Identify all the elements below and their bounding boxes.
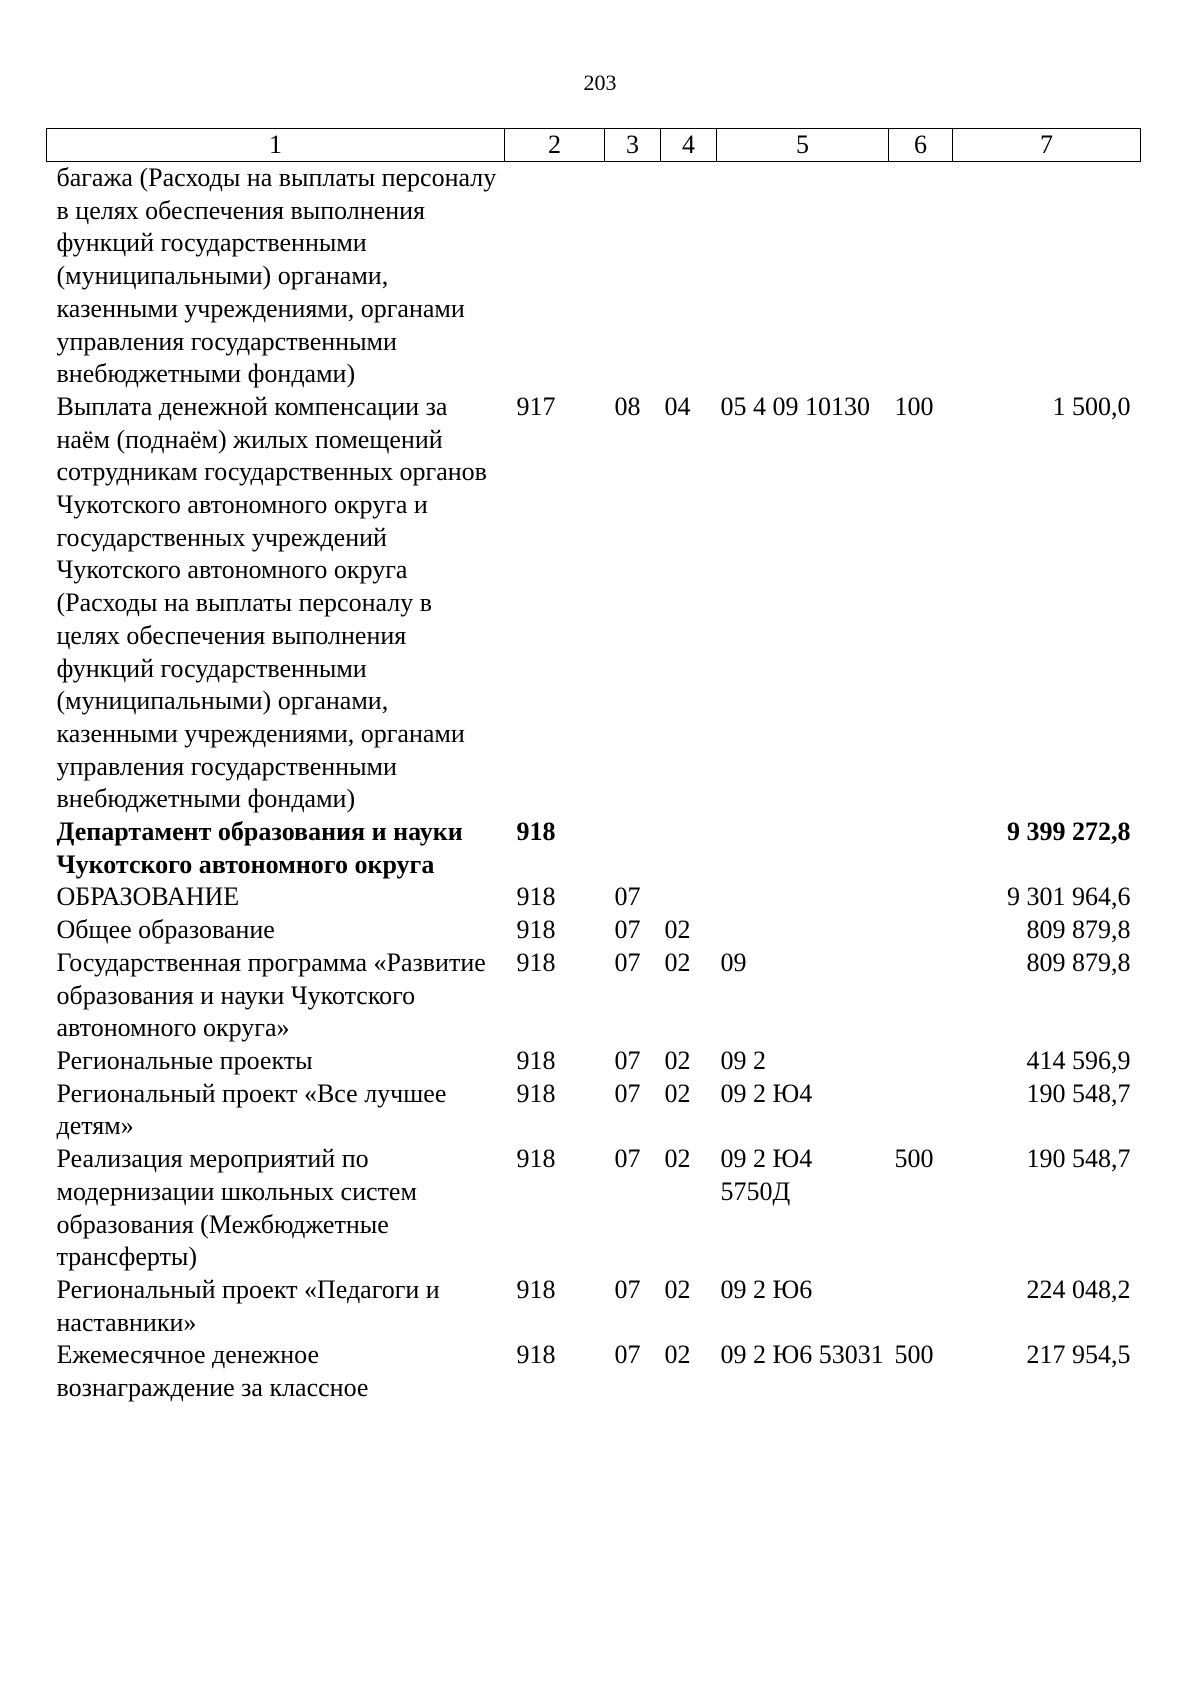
table-row <box>47 816 1141 881</box>
row-rz-code-cell: 07 <box>614 947 641 977</box>
column-header: 5 <box>717 129 889 162</box>
row-name-cell: Региональные проекты <box>56 1045 313 1075</box>
column-header: 4 <box>661 129 717 162</box>
row-name-cell: Департамент образования и науки Чукотского автономного округа <box>56 817 463 879</box>
row-amount-cell <box>953 162 1141 391</box>
row-gr-code-cell: 918 <box>516 882 556 912</box>
row-csr-code-cell <box>717 881 889 914</box>
table-row <box>47 881 1141 914</box>
table-header <box>47 129 1141 162</box>
table-row <box>47 1143 1141 1274</box>
row-vr-code-cell <box>889 881 953 914</box>
row-name-cell: Ежемесячное денежное вознаграждение за классное <box>56 1340 369 1403</box>
row-vr-code-cell <box>889 162 953 391</box>
row-csr-code-cell: 09 2 Ю4 5750Д <box>720 1144 813 1206</box>
page-number: 203 <box>583 70 617 95</box>
row-rz-code-cell: 07 <box>614 1144 641 1174</box>
row-vr-code-cell: 100 <box>894 391 934 421</box>
table-body <box>47 162 1141 1405</box>
row-rz-code-cell: 07 <box>614 882 641 912</box>
row-amount-cell: 414 596,9 <box>1026 1045 1131 1075</box>
row-pr-code-cell: 04 <box>664 391 691 421</box>
row-csr-code-cell <box>717 816 889 881</box>
row-pr-code-cell: 02 <box>664 1045 691 1075</box>
row-amount-cell: 1 500,0 <box>1052 391 1131 421</box>
row-csr-code-cell: 05 4 09 10130 <box>720 391 870 421</box>
column-number-row <box>47 129 1141 162</box>
row-rz-code-cell <box>605 816 661 881</box>
row-rz-code-cell: 07 <box>614 1078 641 1108</box>
row-amount-cell: 224 048,2 <box>1026 1274 1131 1304</box>
row-gr-code-cell: 918 <box>516 1274 556 1304</box>
row-pr-code-cell <box>661 816 717 881</box>
row-amount-cell: 190 548,7 <box>1026 1144 1131 1174</box>
row-pr-code-cell: 02 <box>664 947 691 977</box>
row-rz-code-cell: 08 <box>614 391 641 421</box>
column-header: 1 <box>47 129 505 162</box>
row-vr-code-cell <box>889 947 953 1045</box>
row-vr-code-cell: 500 <box>894 1340 934 1370</box>
table-row <box>47 914 1141 947</box>
row-gr-code-cell: 918 <box>516 1340 556 1370</box>
row-pr-code-cell <box>661 881 717 914</box>
table-row <box>47 162 1141 391</box>
column-header: 3 <box>605 129 661 162</box>
row-name-cell: ОБРАЗОВАНИЕ <box>56 882 240 912</box>
row-amount-cell: 217 954,5 <box>1026 1340 1131 1370</box>
row-name-cell: Выплата денежной компенсации за наём (поднаём) жилых помещений сотрудникам государственных органов Чукотского автономного округа и государственных учреждений Чукотского автономного округа (Расходы на выплаты персоналу в целях обеспечения выполнения функций государственными (муниципальными) органами, казенными учреждениями, органами управления государственными внебюджетными фондами) <box>56 391 487 814</box>
row-gr-code-cell: 918 <box>516 817 556 847</box>
row-vr-code-cell <box>889 1045 953 1078</box>
row-name-cell: Реализация мероприятий по модернизации школьных систем образования (Межбюджетные трансферты) <box>56 1144 417 1272</box>
table-row <box>47 1078 1141 1143</box>
row-gr-code-cell: 918 <box>516 947 556 977</box>
row-gr-code-cell <box>505 162 605 391</box>
row-rz-code-cell: 07 <box>614 1340 641 1370</box>
row-rz-code-cell: 07 <box>614 1274 641 1304</box>
row-gr-code-cell: 918 <box>516 1045 556 1075</box>
row-vr-code-cell <box>889 1274 953 1339</box>
table-row <box>47 391 1141 816</box>
row-pr-code-cell: 02 <box>664 1144 691 1174</box>
row-pr-code-cell: 02 <box>664 1340 691 1370</box>
row-gr-code-cell: 918 <box>516 915 556 945</box>
row-amount-cell: 9 301 964,6 <box>1007 882 1131 912</box>
row-pr-code-cell <box>661 162 717 391</box>
row-amount-cell: 9 399 272,8 <box>1007 817 1131 847</box>
row-rz-code-cell: 07 <box>614 915 641 945</box>
row-rz-code-cell <box>605 162 661 391</box>
row-name-cell: Региональный проект «Педагоги и наставники» <box>56 1274 440 1337</box>
row-amount-cell: 809 879,8 <box>1026 947 1131 977</box>
row-vr-code-cell <box>889 914 953 947</box>
row-name-cell: Региональный проект «Все лучшее детям» <box>56 1078 447 1141</box>
budget-table <box>46 128 1141 1405</box>
row-rz-code-cell: 07 <box>614 1045 641 1075</box>
row-gr-code-cell: 918 <box>516 1144 556 1174</box>
row-gr-code-cell: 918 <box>516 1078 556 1108</box>
row-name-cell: багажа (Расходы на выплаты персоналу в целях обеспечения выполнения функций государственными (муниципальными) органами, казенными учреждениями, органами управления государственными внебюджетными фондами) <box>56 163 497 389</box>
row-name-cell: Государственная программа «Развитие образования и науки Чукотского автономного округа» <box>56 947 486 1043</box>
row-csr-code-cell: 09 2 Ю6 <box>720 1274 813 1304</box>
row-csr-code-cell: 09 <box>720 947 747 977</box>
row-csr-code-cell <box>717 162 889 391</box>
table-row <box>47 947 1141 1045</box>
column-header: 2 <box>505 129 605 162</box>
table-row <box>47 1274 1141 1339</box>
table-row <box>47 1339 1141 1404</box>
column-header: 7 <box>953 129 1141 162</box>
row-vr-code-cell <box>889 1078 953 1143</box>
row-csr-code-cell: 09 2 <box>720 1045 766 1075</box>
row-csr-code-cell: 09 2 Ю6 53031 <box>720 1340 884 1370</box>
row-amount-cell: 809 879,8 <box>1026 915 1131 945</box>
column-header: 6 <box>889 129 953 162</box>
table-row <box>47 1045 1141 1078</box>
row-vr-code-cell <box>889 816 953 881</box>
row-pr-code-cell: 02 <box>664 1078 691 1108</box>
row-vr-code-cell: 500 <box>894 1144 934 1174</box>
row-pr-code-cell: 02 <box>664 915 691 945</box>
row-amount-cell: 190 548,7 <box>1026 1078 1131 1108</box>
row-pr-code-cell: 02 <box>664 1274 691 1304</box>
row-csr-code-cell: 09 2 Ю4 <box>720 1078 813 1108</box>
row-name-cell: Общее образование <box>56 915 275 945</box>
row-csr-code-cell <box>717 914 889 947</box>
row-gr-code-cell: 917 <box>516 391 556 421</box>
